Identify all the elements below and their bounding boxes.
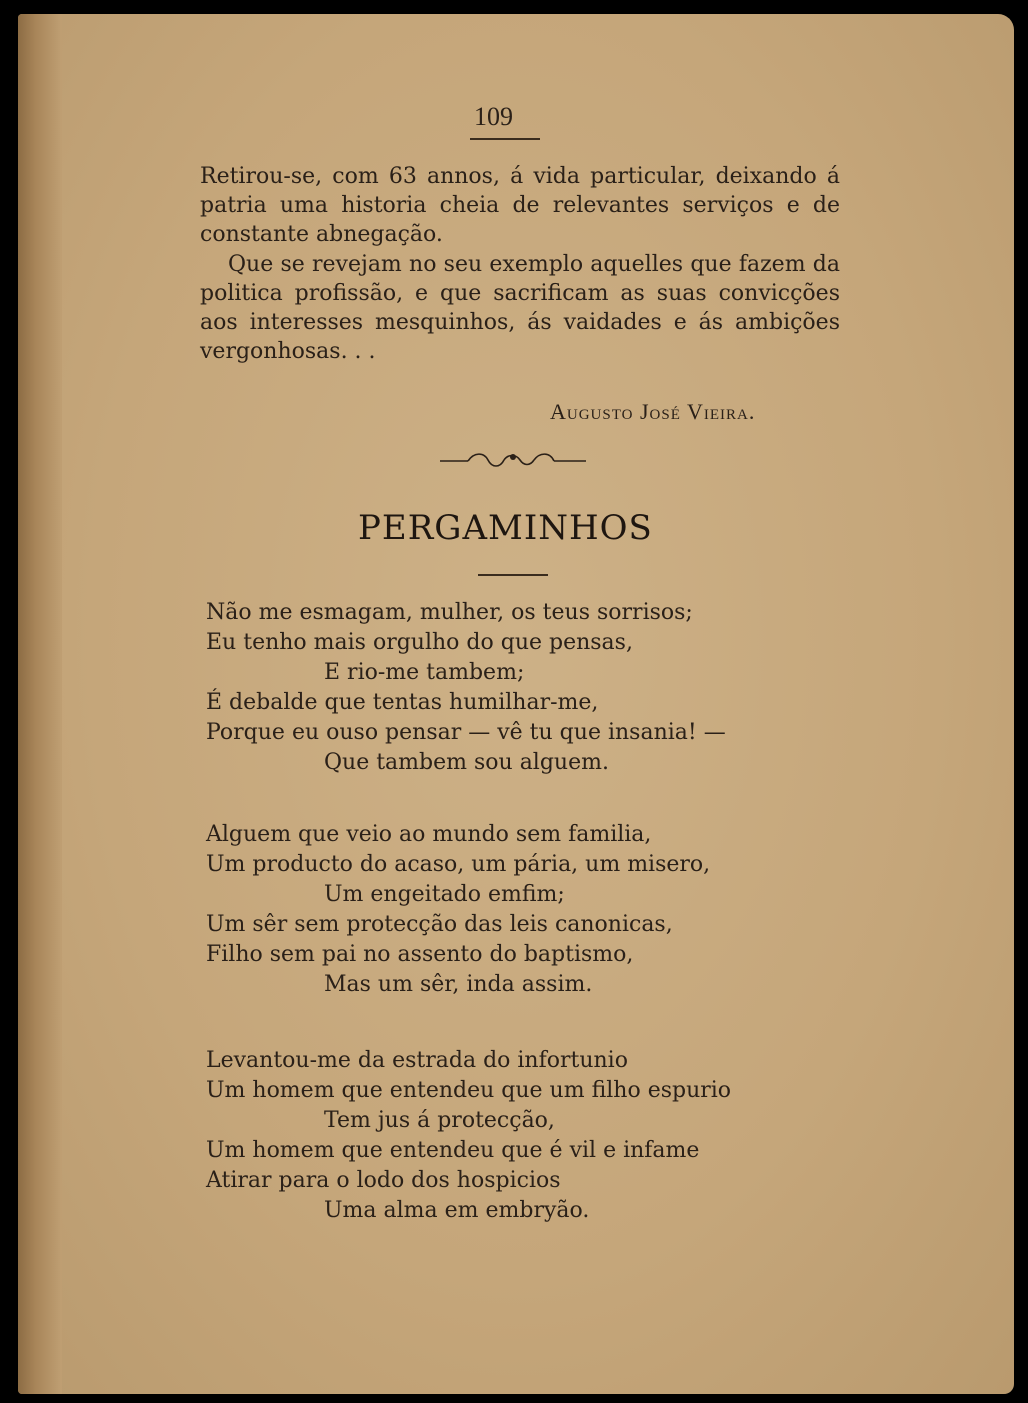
page-spine-shadow <box>18 14 62 1394</box>
poem-line: Tem jus á protecção, <box>324 1108 555 1133</box>
prose-paragraph-1: Retirou-se, com 63 annos, á vida particular, deixando á patria uma historia cheia de relevantes serviços e de constante abnegação. <box>200 164 840 248</box>
poem-line: Alguem que veio ao mundo sem familia, <box>206 822 652 847</box>
prose-paragraph-2: Que se revejam no seu exemplo aquelles que fazem da politica profissão, e que sacrificam as suas convicções aos interesses mesquinhos, ás vaidades e ás ambições vergonhosas. . . <box>200 251 840 365</box>
poem-line: Um homem que entendeu que um filho espurio <box>206 1078 732 1103</box>
poem-line: E rio-me tambem; <box>324 660 525 685</box>
poem-line: Eu tenho mais orgulho do que pensas, <box>206 630 633 655</box>
author-signature: Augusto José Vieira. <box>550 399 756 424</box>
poem-line: Filho sem pai no assento do baptismo, <box>206 942 634 967</box>
section-title: PERGAMINHOS <box>358 508 653 548</box>
page-number-rule <box>470 138 540 140</box>
poem-line: Não me esmagam, mulher, os teus sorrisos; <box>206 600 693 625</box>
poem-line: Levantou-me da estrada do infortunio <box>206 1048 628 1073</box>
poem-line: Um sêr sem protecção das leis canonicas, <box>206 912 673 937</box>
title-rule <box>478 574 548 576</box>
poem-line: Um engeitado emfim; <box>324 882 565 907</box>
poem-stanza-3 <box>206 1046 731 1226</box>
prose-block <box>200 162 840 366</box>
poem-line: Mas um sêr, inda assim. <box>324 972 593 997</box>
poem-line: Porque eu ouso pensar — vê tu que insania! — <box>206 720 726 745</box>
poem-line: Uma alma em embryão. <box>324 1198 590 1223</box>
poem-line: É debalde que tentas humilhar-me, <box>206 690 599 715</box>
book-page <box>18 14 1014 1394</box>
poem-line: Um homem que entendeu que é vil e infame <box>206 1138 700 1163</box>
poem-line: Atirar para o lodo dos hospicios <box>206 1168 561 1193</box>
poem-stanza-1 <box>206 598 726 778</box>
poem-line: Um producto do acaso, um pária, um misero, <box>206 852 711 877</box>
poem-stanza-2 <box>206 820 710 1000</box>
poem-line: Que tambem sou alguem. <box>324 750 609 775</box>
ornament-divider <box>440 448 586 474</box>
page-number: 109 <box>474 102 513 131</box>
